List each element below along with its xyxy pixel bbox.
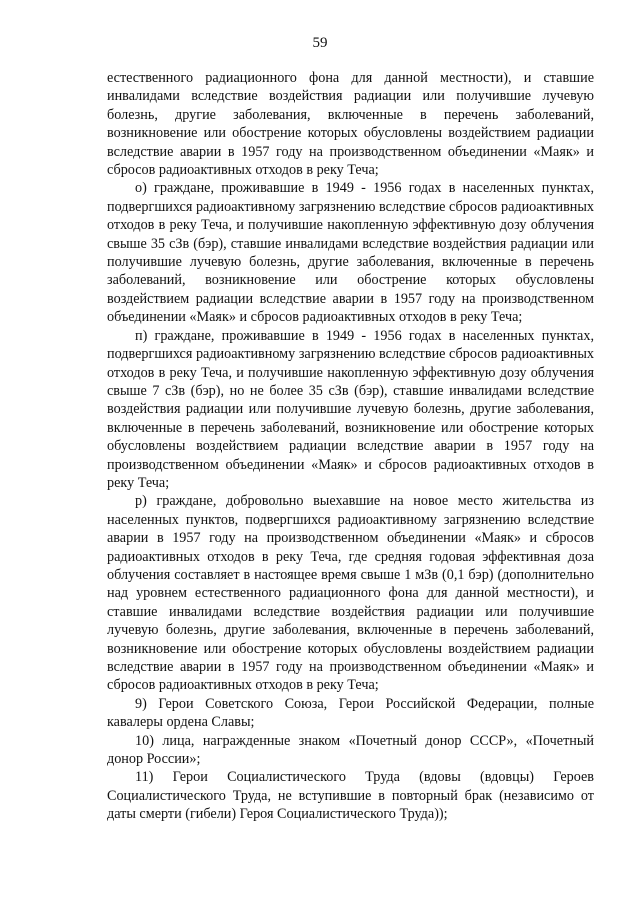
document-body: [107, 69, 594, 824]
paragraph-item-10: 10) лица, награжденные знаком «Почетный донор СССР», «Почетный донор России»;: [107, 732, 594, 768]
paragraph-item-r: р) граждане, добровольно выехавшие на новое место жительства из населенных пунктов, подвергшихся радиоактивному загрязнению вследствие аварии в 1957 году на производственном объединении «Маяк» и сбросов радиоактивных отходов в реку Теча, где средняя годовая эффективная доза облучения составляет в настоящее время свыше 1 мЗв (0,1 бэр) (дополнительно над уровнем естественного радиационного фона для данной местности), и ставшие инвалидами вследствие воздействия радиации или получившие лучевую болезнь, другие заболевания, включенные в перечень заболеваний, возникновение или обострение которых обусловлены воздействием радиации вследствие аварии в 1957 году на производственном объединении «Маяк» и сбросов радиоактивных отходов в реку Теча;: [107, 493, 594, 694]
paragraph-item-o: о) граждане, проживавшие в 1949 - 1956 годах в населенных пунктах, подвергшихся радиоактивному загрязнению вследствие сбросов радиоактивных отходов в реку Теча, и получившие накопленную эффективную дозу облучения свыше 35 сЗв (бэр), ставшие инвалидами вследствие воздействия радиации или получившие лучевую болезнь, другие заболевания, включенные в перечень заболеваний, возникновение или обострение которых обусловлены воздействием радиации вследствие аварии в 1957 году на производственном объединении «Маяк» и сбросов радиоактивных отходов в реку Теча;: [107, 180, 594, 326]
page-number: 59: [312, 35, 328, 51]
paragraph-item-p: п) граждане, проживавшие в 1949 - 1956 годах в населенных пунктах, подвергшихся радиоактивному загрязнению вследствие сбросов радиоактивных отходов в реку Теча, и получившие накопленную эффективную дозу облучения свыше 7 сЗв (бэр), но не более 35 сЗв (бэр), ставшие инвалидами вследствие воздействия радиации или получившие лучевую болезнь, другие заболевания, включенные в перечень заболеваний, возникновение или обострение которых обусловлены воздействием радиации вследствие аварии в 1957 году на производственном объединении «Маяк» и сбросов радиоактивных отходов в реку Теча;: [107, 327, 594, 491]
paragraph-item-11: 11) Герои Социалистического Труда (вдовы (вдовцы) Героев Социалистического Труда, не вступившие в повторный брак (независимо от даты смерти (гибели) Героя Социалистического Труда));: [107, 769, 594, 823]
paragraph-continuation: естественного радиационного фона для данной местности), и ставшие инвалидами вследствие воздействия радиации или получившие лучевую болезнь, другие заболевания, включенные в перечень заболеваний, возникновение или обострение которых обусловлены воздействием радиации вследствие аварии в 1957 году на производственном объединении «Маяк» и сбросов радиоактивных отходов в реку Теча;: [107, 70, 594, 179]
paragraph-item-9: 9) Герои Советского Союза, Герои Российской Федерации, полные кавалеры ордена Славы;: [107, 695, 594, 731]
